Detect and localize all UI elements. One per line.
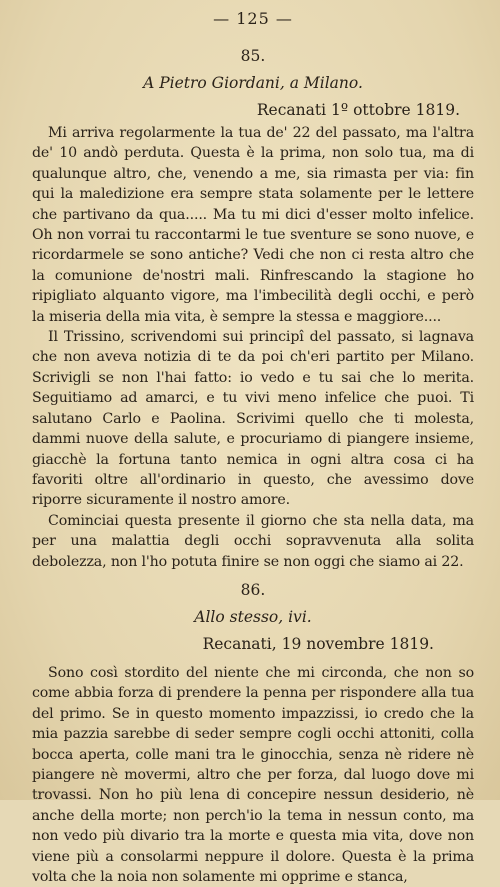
- letter-85-number: 85.: [240, 47, 266, 65]
- letter-85-paragraph-3: Cominciai questa presente il giorno che sta nella data, ma per una malattia degli occhi sopravvenuta alla solita debolezza, non l'ho potuta finire se non oggi che siamo ai 22.: [32, 512, 474, 570]
- letter-86-paragraph-1: Sono così stordito del niente che mi circonda, che non so come abbia forza di prendere la penna per rispondere alla tua del primo. Se in questo momento impazzissi, io credo che la mia pazzia sarebbe di seder sempre cogli occhi attoniti, colla bocca aperta, colle mani tra le ginocchia, senza nè ridere nè piangere nè movermi, altro che per forza, dal luogo dove mi trovassi. Non ho più lena di concepire nessun desiderio, nè anche della morte; non perch'io la tema in nessun conto, ma non vedo più divario tra la morte e questa mia vita, dove non viene più a consolarmi neppure il dolore. Questa è la prima volta che la noia non solamente mi opprime e stanca,: [32, 664, 474, 885]
- letter-86-date: Recanati, 19 novembre 1819.: [202, 634, 434, 653]
- letter-85-paragraph-1: Mi arriva regolarmente la tua de' 22 del passato, ma l'altra de' 10 andò perduta. Questa è la prima, non solo tua, ma di qualunque altro, che, venendo a me, sia rimasta per via: fin qui la maledizione era sempre stata solamente per le lettere che partivano da qua..... Ma tu mi dici d'esser molto infelice. Oh non vorrai tu raccontarmi le tue sventure se sono nuove, e ricordarmele se sono antiche? Vedi che non ci resta altro che la comunione de'nostri mali. Rinfrescando la stagione ho ripigliato alquanto vigore, ma l'imbecilità degli occhi, e però la miseria della mia vita, è sempre la stessa e maggiore....: [32, 125, 474, 325]
- letter-86-address: Allo stesso, ivi.: [194, 607, 312, 626]
- letter-85-date: Recanati 1º ottobre 1819.: [256, 101, 460, 119]
- letter-85-paragraph-2: Il Trissino, scrivendomi sui principî del passato, si lagnava che non aveva notizia di te da poi ch'eri partito per Milano. Scrivigli se non l'hai fatto: io vedo e tu sai che lo merita. Seguitiamo ad amarci, e tu vivi meno infelice che puoi. Ti salutano Carlo e Paolina. Scrivimi quello che ti molesta, dammi nuove della salute, e procuriamo di piangere insieme, giacchè la fortuna tanto nemica in ogni altra cosa ci ha favoriti oltre all'ordinario in questo, che avessimo dove riporre sicuramente il nostro amore.: [32, 329, 474, 509]
- letter-85-address: A Pietro Giordani, a Milano.: [143, 74, 363, 92]
- page-number: — 125 —: [213, 9, 293, 28]
- letter-86-number: 86.: [240, 580, 266, 599]
